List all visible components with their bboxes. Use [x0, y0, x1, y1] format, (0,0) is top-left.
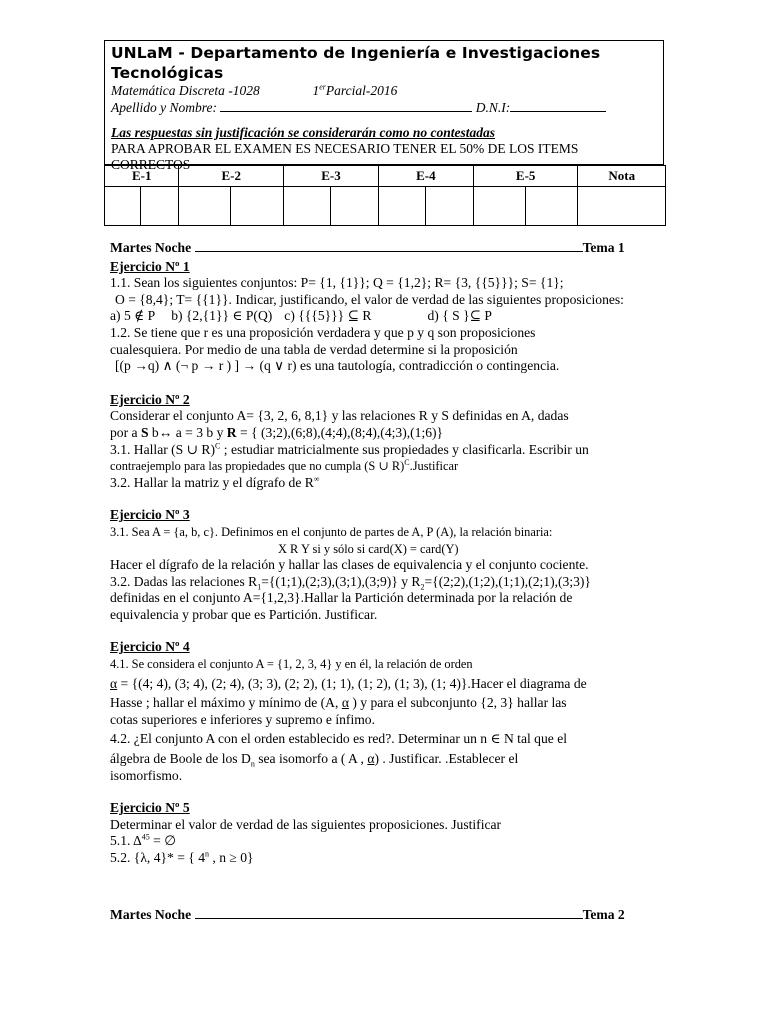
exercise-5 [110, 800, 658, 866]
tema1-rule [195, 241, 583, 252]
approval-note-line2: CORRECTOS [111, 157, 191, 172]
tema1-line [110, 240, 658, 257]
exercise-5-title: Ejercicio Nº 5 [110, 800, 190, 816]
exercise-2-line: Considerar el conjunto A= {3, 2, 6, 8,1} y las relaciones R y S definidas en A, dadas [110, 408, 569, 424]
tema2-session: Martes Noche [110, 906, 192, 922]
exercise-3-line: X R Y si y sólo si card(X) = card(Y) [278, 541, 459, 556]
grade-col-e3: E-3 [284, 166, 379, 187]
dni-field[interactable] [510, 99, 606, 112]
approval-note-line1: PARA APROBAR EL EXAMEN ES NECESARIO TENER EL 50% DE LOS ITEMS [111, 141, 579, 156]
exercise-1 [110, 259, 658, 375]
grade-cell[interactable] [473, 187, 525, 226]
exam-body [110, 240, 658, 923]
exercise-2-title: Ejercicio Nº 2 [110, 391, 190, 407]
tema1-session: Martes Noche [110, 240, 192, 255]
exercise-2-line: contraejemplo para las propiedades que no cumpla (S ∪ R)$^C$.Justificar [110, 458, 459, 474]
name-label: Apellido y Nombre: [111, 100, 217, 115]
exercise-4-line: álgebra de Boole de los $D_n$ sea isomorfo a ( A , α) . Justificar. .Establecer el [110, 751, 519, 769]
grade-cell[interactable] [331, 187, 379, 226]
grade-cell[interactable] [179, 187, 231, 226]
grade-cell[interactable] [105, 187, 141, 226]
exercise-5-line: Determinar el valor de verdad de las siguientes proposiciones. Justificar [110, 816, 502, 832]
institution-name: UNLaM [111, 44, 173, 62]
exercise-4-title: Ejercicio Nº 4 [110, 639, 190, 655]
grade-cell[interactable] [425, 187, 473, 226]
exercise-1-options: a) 5 ∉ P b) {2,{1}} ∈ P(Q) c) {{{5}}} ⊆ R d) { S }⊆ P [110, 308, 492, 324]
grade-col-e2: E-2 [179, 166, 284, 187]
grade-cell-nota[interactable] [578, 187, 666, 226]
grade-cell[interactable] [284, 187, 331, 226]
grade-cell[interactable] [525, 187, 578, 226]
exam-header [104, 40, 664, 172]
student-line [111, 99, 657, 116]
grade-col-e4: E-4 [378, 166, 473, 187]
exercise-5-line: 5.2. {λ, 4}* = { 4$^n$ , n ≥ 0} [110, 849, 254, 865]
grade-cell[interactable] [231, 187, 284, 226]
exercise-2-line: por a S b↔ a = 3 b y R = { (3;2),(6;8),(4;4),(8;4),(4;3),(1;6)} [110, 424, 444, 440]
exercise-2-line: 3.2. Hallar la matriz y el dígrafo de R∞ [110, 474, 320, 490]
exercise-1-line: 1.2. Se tiene que r es una proposición verdadera y que p y q son proposiciones [110, 324, 536, 340]
tema2-rule [195, 908, 583, 919]
exercise-3-title: Ejercicio Nº 3 [110, 507, 190, 523]
exercise-4-line: isomorfismo. [110, 767, 183, 783]
tema2-label: Tema 2 [582, 906, 625, 922]
exercise-4-line: α = {(4; 4), (3; 4), (2; 4), (3; 3), (2; 2), (1; 1), (1; 2), (1; 3), (1; 4)}.Hacer el diagrama de [110, 675, 587, 691]
exercise-5-line: 5.1. $\Delta^{45}$ = ∅ [110, 832, 177, 849]
exercise-1-line: [(p →q) ∧ (¬ p → r ) ] → (q ∨ r) es una tautología, contradicción o contingencia. [115, 358, 560, 374]
exercise-4-line: 4.1. Se considera el conjunto A = {1, 2, 3, 4} y en él, la relación de orden [110, 657, 473, 672]
exercise-2-line: 3.1. Hallar (S ∪ R)$^C$ ; estudiar matricialmente sus propiedades y clasificarla. Escribir un [110, 441, 589, 457]
exercise-3-line: equivalencia y probar que es Partición. Justificar. [110, 606, 378, 622]
exercise-4 [110, 639, 658, 784]
header-title [111, 43, 657, 83]
grade-col-e5: E-5 [473, 166, 578, 187]
exercise-2 [110, 392, 658, 492]
tema1-label: Tema 1 [582, 240, 625, 255]
exercise-4-line: cotas superiores e inferiores y supremo e ínfimo. [110, 711, 375, 727]
name-field[interactable] [220, 99, 472, 112]
exercise-3-line: 3.2. Dadas las relaciones $R_1=\{(1;1),(2;3),(3;1),(3;9)\}$ y $R_2=\{(2;2),(1;2),(1;1),(2;1),(3;3)\}$ [110, 573, 591, 592]
tema2-line [110, 907, 658, 924]
exercise-1-line: 1.1. Sean los siguientes conjuntos: P= {1, {1}}; Q = {1,2}; R= {3, {{5}}}; S= {1}; [110, 275, 564, 291]
exercise-1-line: cualesquiera. Por medio de una tabla de verdad determine si la proposición [110, 341, 518, 357]
exercise-3 [110, 507, 658, 623]
grades-entry-row [105, 187, 666, 226]
exercise-1-line: O = {8,4}; T= {{1}}. Indicar, justificando, el valor de verdad de las siguientes proposiciones: [115, 291, 624, 307]
department-name: - Departamento de Ingeniería e Investigaciones Tecnológicas [111, 44, 601, 82]
exercise-1-title: Ejercicio Nº 1 [110, 258, 190, 274]
course-name: Matemática Discreta -1028 [111, 83, 260, 98]
exercise-4-line: Hasse ; hallar el máximo y mínimo de (A, α ) y para el subconjunto {2, 3} hallar las [110, 695, 567, 711]
grade-cell[interactable] [378, 187, 425, 226]
grades-table [104, 165, 666, 226]
parcial-label: 1erParcial-2016 [312, 82, 398, 98]
exercise-3-line: definidas en el conjunto A={1,2,3}.Hallar la Partición determinada por la relación de [110, 590, 573, 606]
justification-warning: Las respuestas sin justificación se considerarán como no contestadas [111, 125, 496, 140]
exercise-4-line: 4.2. ¿El conjunto A con el orden establecido es red?. Determinar un n ∈ N tal que el [110, 731, 568, 747]
grade-col-nota: Nota [578, 166, 666, 187]
course-line [111, 83, 657, 99]
exercise-3-line: 3.1. Sea A = {a, b, c}. Definimos en el conjunto de partes de A, P (A), la relación binaria: [110, 524, 553, 539]
grade-cell[interactable] [141, 187, 179, 226]
grade-col-e1: E-1 [105, 166, 179, 187]
grades-header-row [105, 166, 666, 187]
exercise-3-line: Hacer el dígrafo de la relación y hallar las clases de equivalencia y el conjunto cociente. [110, 557, 589, 573]
dni-label: D.N.I: [475, 100, 511, 115]
